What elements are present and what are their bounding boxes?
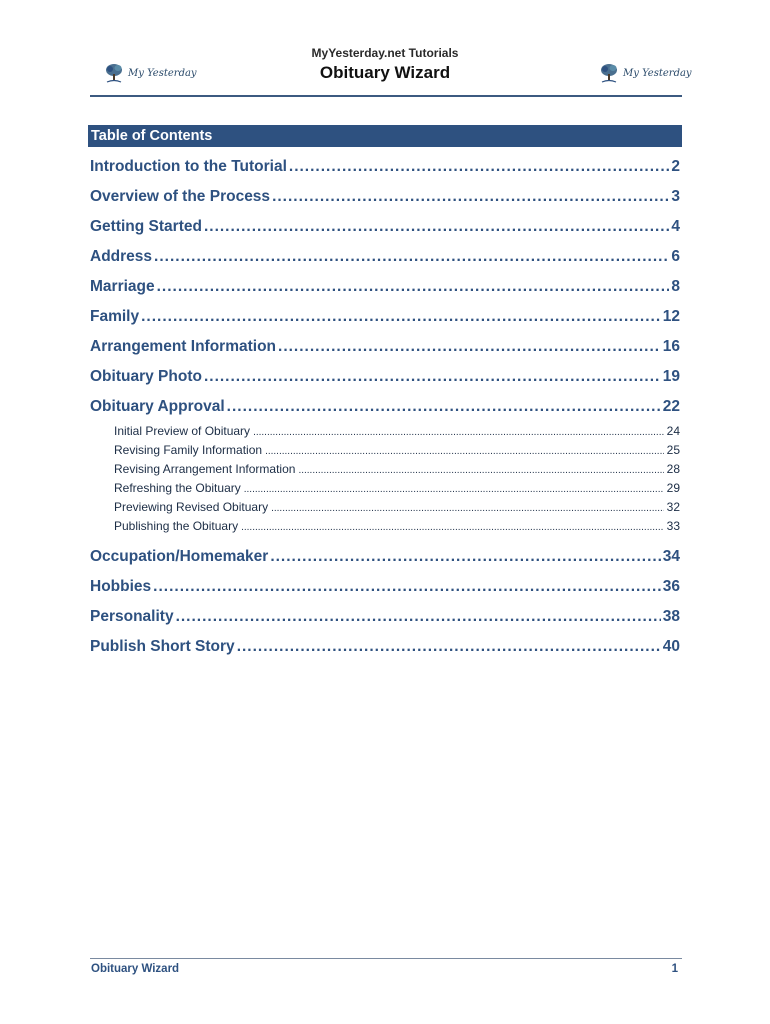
toc-entry-label: Address [90,248,153,265]
toc-entry[interactable] [90,152,680,182]
toc-entry[interactable] [90,632,680,662]
toc-subentry[interactable] [90,460,680,479]
header-subtitle: MyYesterday.net Tutorials [311,46,459,60]
footer-divider [90,958,682,959]
dot-leader [253,422,664,442]
toc-entry-page: 22 [662,398,680,415]
dot-leader [265,441,664,461]
toc-entry-page: 4 [671,218,680,235]
dot-leader [204,362,661,392]
dot-leader [157,272,670,302]
header-divider [90,95,682,97]
toc-entry-label: Overview of the Process [90,188,271,205]
toc-heading: Table of Contents [88,125,682,147]
toc-entry-label: Introduction to the Tutorial [90,158,287,175]
toc-entry-label: Obituary Photo [90,368,202,385]
dot-leader [241,517,664,537]
dot-leader [227,392,661,422]
toc-entry[interactable] [90,602,680,632]
toc-subentry[interactable] [90,517,680,536]
dot-leader [271,498,664,518]
toc-subsection-list [90,422,680,542]
toc-subentry-page: 28 [666,462,680,476]
toc-subentry[interactable] [90,479,680,498]
toc-entry[interactable] [90,272,680,302]
toc-entry-page: 2 [671,158,680,175]
toc-entry-page: 40 [662,638,680,655]
toc-entry-label: Getting Started [90,218,202,235]
logo-left [103,62,197,84]
tree-icon [598,62,620,84]
dot-leader [270,542,660,572]
tree-icon [103,62,125,84]
toc-entry[interactable] [90,302,680,332]
toc-entry-label: Obituary Approval [90,398,225,415]
toc-subentry-label: Previewing Revised Obituary [114,500,269,514]
toc-entry-page: 34 [662,548,680,565]
toc-entry-label: Arrangement Information [90,338,277,355]
toc-entry[interactable] [90,212,680,242]
toc-subentry-page: 33 [666,519,680,533]
logo-text: My Yesterday [128,67,197,79]
toc-subentry-page: 29 [666,481,680,495]
header-title: Obituary Wizard [319,63,451,82]
dot-leader [237,632,661,662]
toc-entry-label: Family [90,308,140,325]
toc-subentry-page: 25 [666,443,680,457]
toc-subentry[interactable] [90,441,680,460]
toc-entry[interactable] [90,572,680,602]
dot-leader [153,572,661,602]
toc-subentry-page: 24 [666,424,680,438]
toc-entry[interactable] [90,242,680,272]
toc-entry[interactable] [90,332,680,362]
toc-entry-label: Marriage [90,278,155,295]
toc-entry-page: 16 [662,338,680,355]
toc-subentry-page: 32 [666,500,680,514]
dot-leader [289,152,669,182]
toc-entry-label: Occupation/Homemaker [90,548,269,565]
toc-entry[interactable] [90,542,680,572]
dot-leader [272,182,669,212]
toc-subentry-label: Revising Arrangement Information [114,462,296,476]
toc-entry-page: 19 [662,368,680,385]
dot-leader [204,212,669,242]
footer-page-number: 1 [671,963,678,975]
toc-entry-page: 8 [671,278,680,295]
toc-entry-page: 12 [662,308,680,325]
toc-entry-label: Personality [90,608,174,625]
toc-entry[interactable] [90,392,680,422]
dot-leader [154,242,669,272]
dot-leader [278,332,661,362]
toc-entry-page: 38 [662,608,680,625]
toc-subentry-label: Revising Family Information [114,443,263,457]
toc-entry-page: 36 [662,578,680,595]
dot-leader [141,302,661,332]
toc-entry[interactable] [90,362,680,392]
dot-leader [298,460,663,480]
toc-subentry-label: Initial Preview of Obituary [114,424,251,438]
toc-list [90,152,680,662]
logo-text: My Yesterday [623,67,692,79]
logo-right [598,62,692,84]
dot-leader [176,602,661,632]
toc-entry-page: 3 [671,188,680,205]
toc-entry-label: Publish Short Story [90,638,235,655]
toc-subentry-label: Refreshing the Obituary [114,481,241,495]
toc-subentry-label: Publishing the Obituary [114,519,239,533]
dot-leader [244,479,664,499]
footer-title: Obituary Wizard [91,963,180,975]
toc-entry-page: 6 [671,248,680,265]
toc-entry[interactable] [90,182,680,212]
toc-subentry[interactable] [90,498,680,517]
toc-entry-label: Hobbies [90,578,152,595]
toc-subentry[interactable] [90,422,680,441]
